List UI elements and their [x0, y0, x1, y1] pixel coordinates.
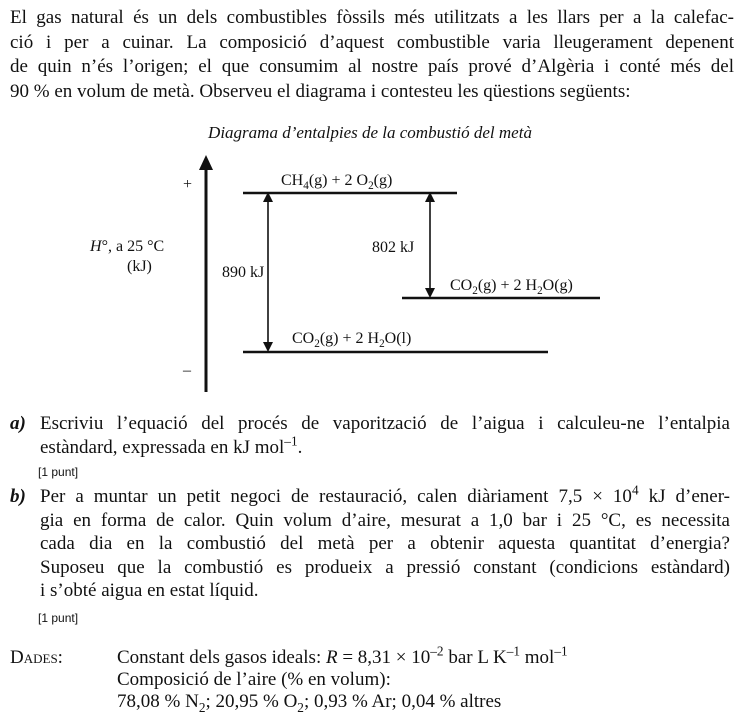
intro-paragraph [10, 6, 734, 104]
axis-minus: – [183, 362, 191, 379]
axis-plus: + [183, 176, 193, 193]
level-bottom-label: $CO_2(g) + 2$ $H_2O(l)$ [292, 330, 412, 351]
dades-key: Dades: [10, 647, 63, 668]
question-b-letter: b) [10, 486, 26, 507]
question-b-line-4: Suposeu que la combustió es produeix a pressió constant (condicions estàndard) [40, 556, 730, 578]
axis-label-line2: (kJ) [127, 258, 152, 275]
question-b-line-1: Per a muntar un petit negoci de restauració, calen diàriament $7,5 \times 10^4$ kJ d’ener- [40, 482, 730, 507]
level-top-label: $CH_4(g) + 2$ $O_2(g)$ [281, 172, 393, 193]
delta-left-label: 890 kJ [222, 264, 265, 281]
question-b-line-2: gia en forma de calor. Quin volum d’aire, mesurat a 1,0 bar i 25 °C, es necessita [40, 509, 730, 531]
question-b-line-5: i s’obté aigua en estat líquid. [40, 580, 259, 601]
dades-line-2: Composició de l’aire (% en volum): [117, 669, 391, 690]
question-a-line-2: estàndard, expressada en kJ mol$^{-1}$. [40, 433, 303, 458]
dades-line-1: Dades: Constant dels gasos ideals: $R = 8,31 \times 10^{-2}$ bar L $K^{-1}$ mol$^{-1}$ [10, 643, 568, 668]
axis-label-line1: H°, a 25 °C [90, 238, 165, 255]
intro-line-1: El gas natural és un dels combustibles fòssils més utilitzats a les llars per a la calefac- [10, 7, 734, 28]
question-a [10, 412, 730, 459]
level-middle-label: $CO_2(g) + 2$ $H_2O(g)$ [450, 277, 573, 298]
question-b [10, 482, 730, 603]
question-b-line-3: cada dia en la combustió del metà per a obtenir aquesta quantitat d’energia? [40, 533, 730, 554]
diagram-title: Diagrama d’entalpies de la combustió del metà [208, 123, 532, 142]
intro-line-4: 90 % en volum de metà. Observeu el diagrama i contesteu les qüestions següents: [10, 80, 631, 102]
intro-line-2: ció i per a cuinar. La composició d’aquest combustible varia lleugerament depenent [10, 31, 734, 53]
intro-line-3: de quin n’és l’origen; el que consumim al nostre país prové d’Algèria i conté més del [10, 56, 734, 77]
question-b-points: [1 punt] [38, 611, 79, 625]
question-a-line-1: Escriviu l’equació del procés de vaporització de l’aigua i calculeu-ne l’entalpia [40, 413, 730, 434]
dades-line-3: 78,08 % $N_2$; 20,95 % $O_2$; 0,93 % Ar; 0,04 % altres [117, 691, 502, 715]
delta-right-label: 802 kJ [372, 239, 415, 256]
dades-section [10, 643, 730, 715]
question-a-letter: a) [10, 413, 26, 434]
question-a-points: [1 punt] [38, 465, 79, 479]
axis-arrowhead [199, 155, 213, 170]
